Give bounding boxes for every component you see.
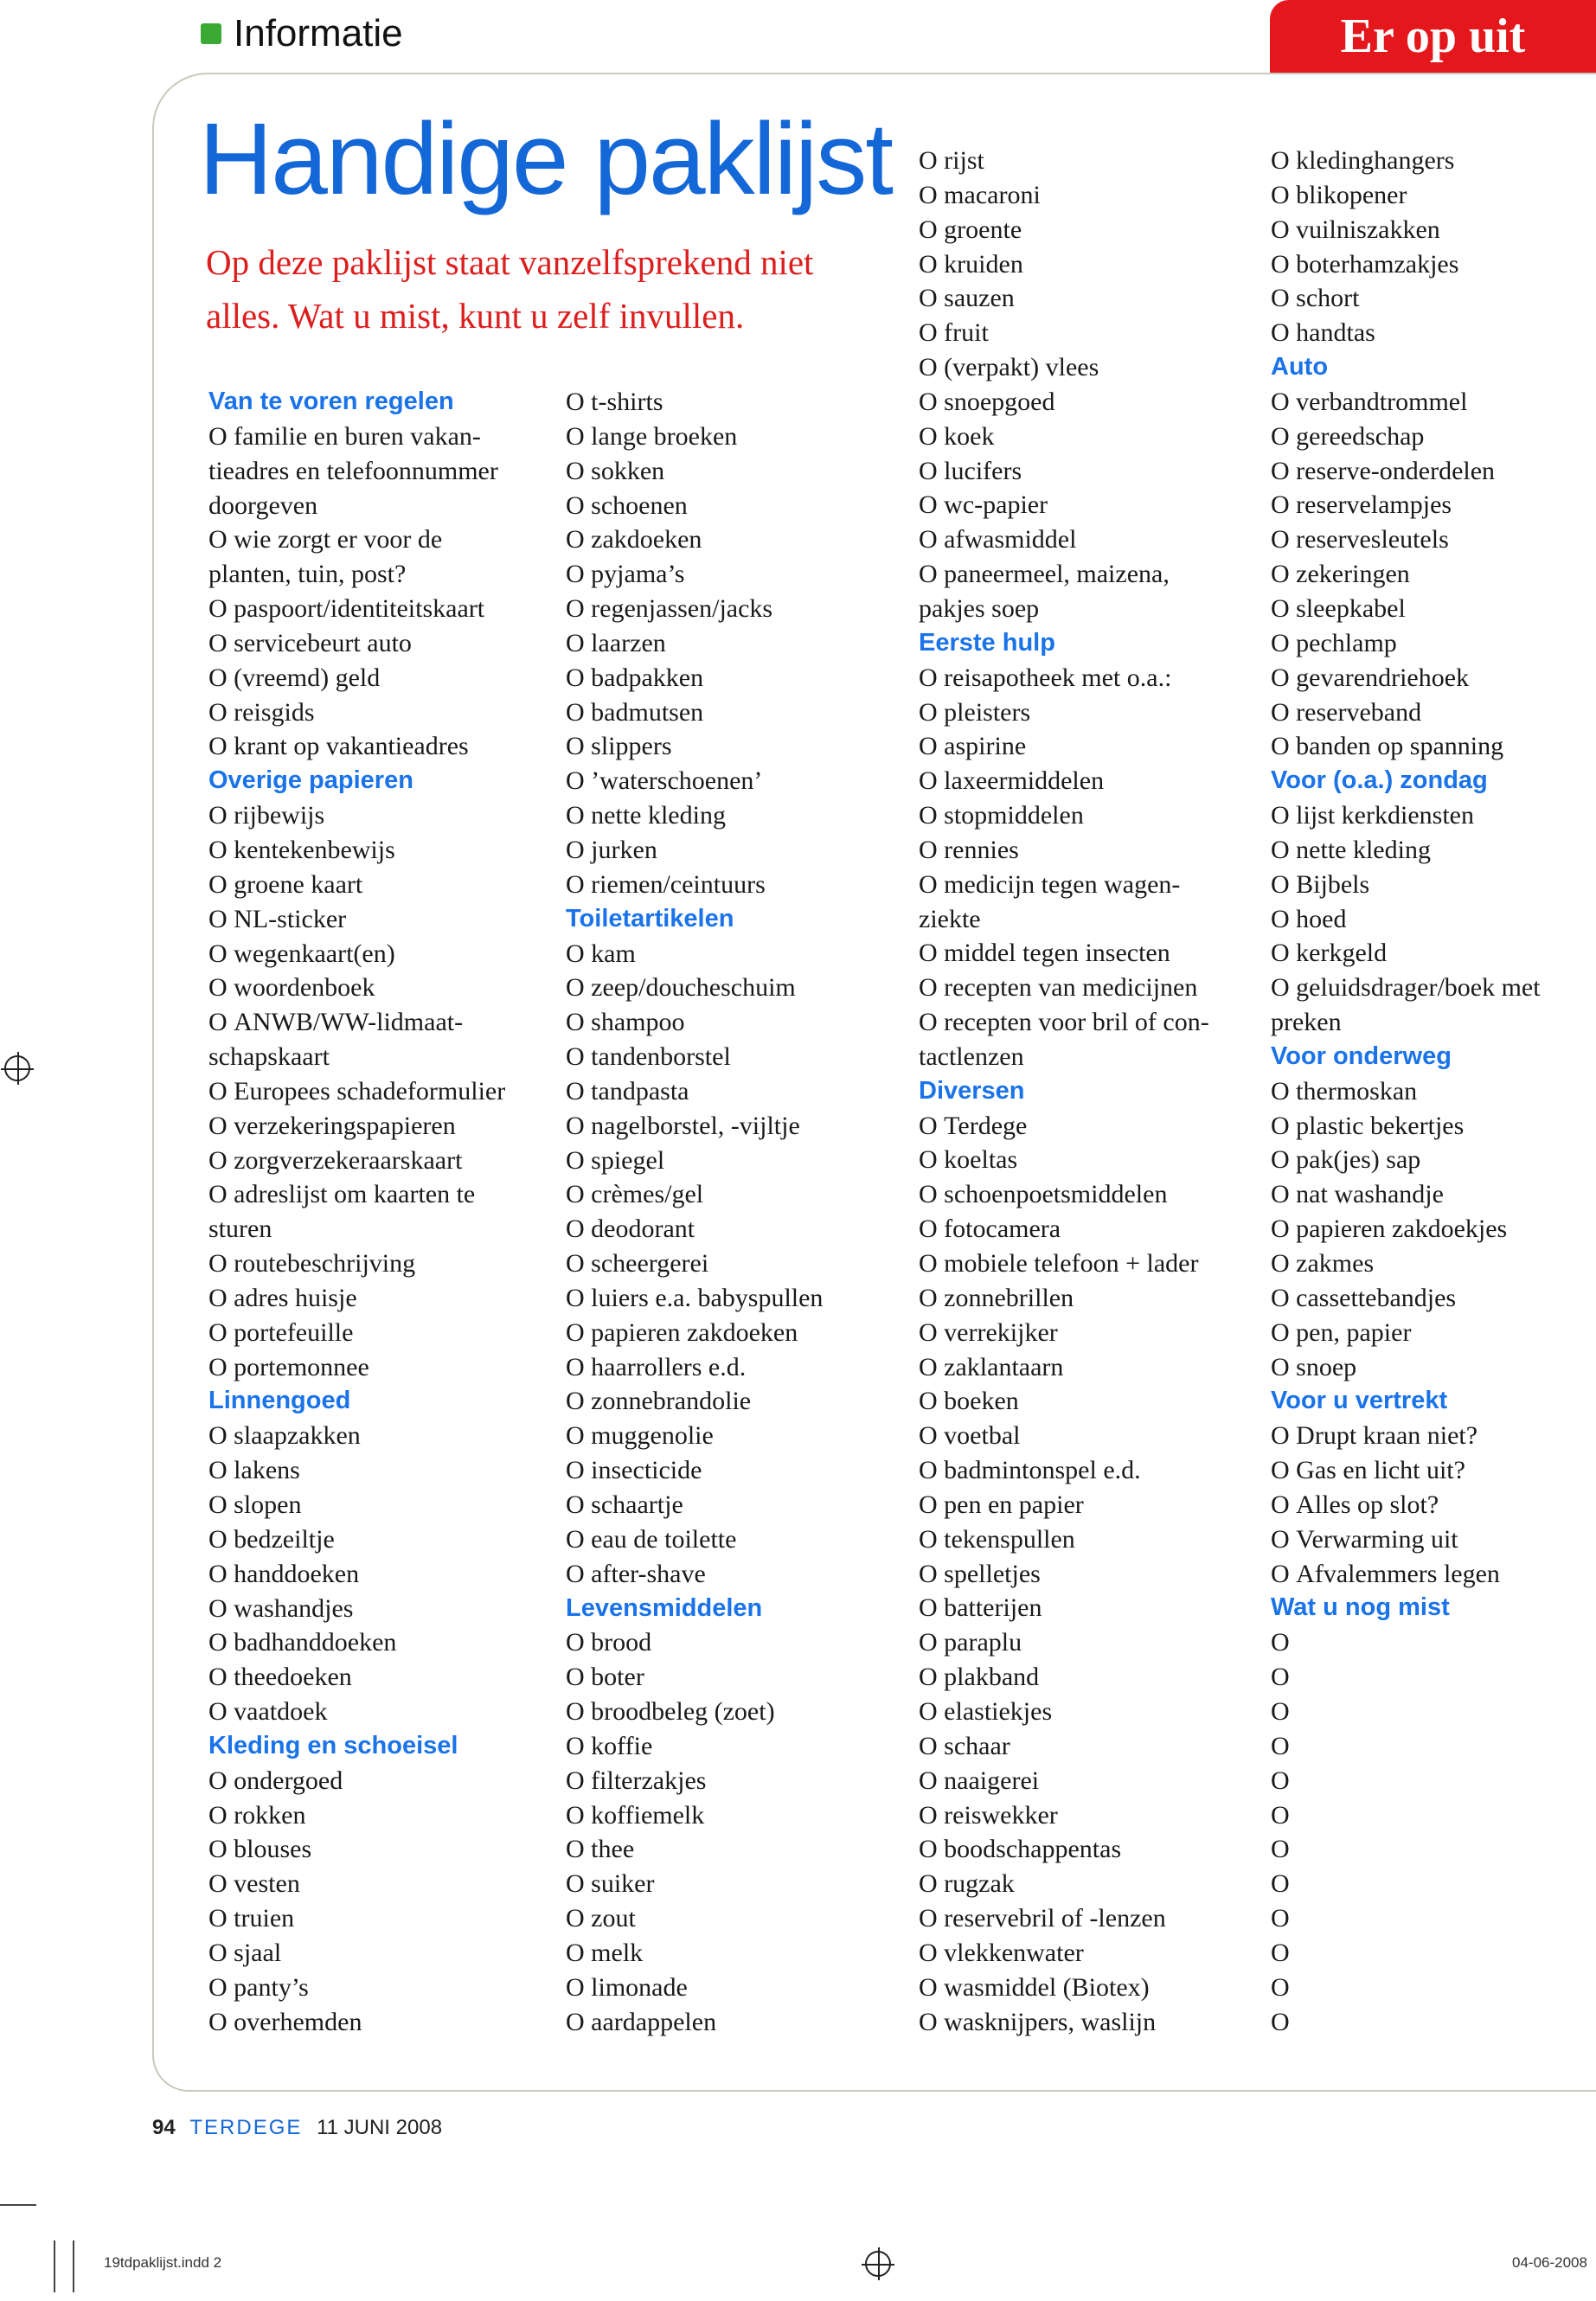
checklist-item: O aardappelen bbox=[566, 2005, 912, 2040]
checklist-item: O koffie bbox=[566, 1729, 912, 1764]
checklist-item: O lange broeken bbox=[566, 420, 912, 454]
checklist-item: O reservelampjes bbox=[1271, 488, 1596, 522]
checklist-item: O muggenolie bbox=[566, 1419, 912, 1453]
checklist-item: O wie zorgt er voor de bbox=[208, 522, 554, 557]
checklist-item: O voetbal bbox=[919, 1419, 1265, 1453]
checklist-item: O zorgverzekeraarskaart bbox=[208, 1144, 554, 1178]
checklist-item: O plakband bbox=[919, 1660, 1265, 1695]
checklist-item: O (vreemd) geld bbox=[208, 661, 554, 695]
category-heading: Linnengoed bbox=[208, 1387, 351, 1415]
checklist-item: O wasmiddel (Biotex) bbox=[919, 1971, 1265, 2005]
checklist-item: O ANWB/WW-lidmaat- bbox=[208, 1005, 554, 1040]
checklist-item bbox=[1271, 1971, 1596, 2005]
checklist-item: O badmintonspel e.d. bbox=[919, 1453, 1265, 1488]
checklist-item: O adres huisje bbox=[208, 1281, 554, 1316]
checklist-item: O blikopener bbox=[1271, 178, 1596, 213]
checklist-item: O gereedschap bbox=[1271, 420, 1596, 454]
checklist-item: O pen en papier bbox=[919, 1488, 1265, 1522]
checklist-item: O blouses bbox=[208, 1832, 554, 1867]
checklist-item: O vuilniszakken bbox=[1271, 213, 1596, 247]
checklist-item: O pen, papier bbox=[1271, 1316, 1596, 1350]
checklist-item: O recepten voor bril of con- bbox=[919, 1005, 1265, 1040]
checklist-item: O broodbeleg (zoet) bbox=[566, 1695, 912, 1729]
checklist-item: O kam bbox=[566, 937, 912, 971]
checklist-item: O koeltas bbox=[919, 1143, 1265, 1177]
checklist-item: O handtas bbox=[1271, 316, 1596, 350]
checklist-item bbox=[1271, 1798, 1596, 1833]
category-heading: Overige papieren bbox=[208, 766, 413, 795]
checklist-item: O cassettebandjes bbox=[1271, 1281, 1596, 1316]
checklist-item: O medicijn tegen wagen- bbox=[919, 868, 1265, 902]
checklist-item: O regenjassen/jacks bbox=[566, 592, 912, 626]
page-title: Handige paklijst bbox=[199, 102, 893, 216]
checklist-item: O scheergerei bbox=[566, 1247, 912, 1281]
checklist-item bbox=[1271, 1832, 1596, 1867]
checklist-item: O snoep bbox=[1271, 1350, 1596, 1385]
checklist-item: O stopmiddelen bbox=[919, 798, 1265, 833]
checklist-item: O zakmes bbox=[1271, 1247, 1596, 1281]
checklist-item: O jurken bbox=[566, 833, 912, 868]
checklist-item: O panty’s bbox=[208, 1971, 554, 2005]
list-item-continuation: doorgeven bbox=[208, 490, 318, 520]
checklist-item: O zaklantaarn bbox=[919, 1350, 1265, 1385]
checklist-item: O Drupt kraan niet? bbox=[1271, 1419, 1596, 1453]
green-square-icon bbox=[201, 23, 221, 44]
slug-filename: 19tdpaklijst.indd 2 bbox=[104, 2254, 222, 2271]
checklist-item: O zout bbox=[566, 1901, 912, 1936]
checklist-item: O middel tegen insecten bbox=[919, 936, 1265, 971]
list-column-1 bbox=[208, 385, 554, 2040]
checklist-item: O fruit bbox=[919, 316, 1265, 350]
list-column-2 bbox=[566, 385, 912, 2040]
checklist-item bbox=[1271, 1901, 1596, 1936]
checklist-item: O zekeringen bbox=[1271, 557, 1596, 592]
checklist-item: O papieren zakdoekjes bbox=[1271, 1212, 1596, 1247]
checklist-item: O routebeschrijving bbox=[208, 1247, 554, 1281]
checklist-item: O elastiekjes bbox=[919, 1695, 1265, 1729]
checklist-item: O rennies bbox=[919, 833, 1265, 868]
checklist-item: O Terdege bbox=[919, 1109, 1265, 1144]
checklist-item: O kledinghangers bbox=[1271, 144, 1596, 178]
checklist-item: O schoenpoetsmiddelen bbox=[919, 1177, 1265, 1212]
crop-mark bbox=[54, 2240, 55, 2292]
checklist-item: O after-shave bbox=[566, 1557, 912, 1592]
checklist-item bbox=[1271, 1729, 1596, 1764]
checklist-item: O koek bbox=[919, 420, 1265, 454]
checklist-item: O banden op spanning bbox=[1271, 729, 1596, 764]
checklist-item: O groene kaart bbox=[208, 868, 554, 902]
checklist-item: O zeep/doucheschuim bbox=[566, 971, 912, 1005]
checklist-item bbox=[1271, 2005, 1596, 2040]
checklist-item: O pleisters bbox=[919, 695, 1265, 730]
list-item-continuation: sturen bbox=[208, 1215, 272, 1244]
checklist-item bbox=[1271, 1764, 1596, 1798]
checklist-item: O wc-papier bbox=[919, 488, 1265, 522]
list-item-continuation: ziekte bbox=[919, 904, 981, 933]
section-label bbox=[201, 12, 403, 55]
checklist-item: O laxeermiddelen bbox=[919, 764, 1265, 798]
checklist-item: O Verwarming uit bbox=[1271, 1522, 1596, 1557]
checklist-item: O schort bbox=[1271, 281, 1596, 316]
checklist-item: O suiker bbox=[566, 1867, 912, 1901]
checklist-item: O geluidsdrager/boek met bbox=[1271, 971, 1596, 1005]
checklist-item: O hoed bbox=[1271, 902, 1596, 937]
checklist-item: O portemonnee bbox=[208, 1350, 554, 1385]
checklist-item: O thee bbox=[566, 1832, 912, 1867]
checklist-item: O aspirine bbox=[919, 729, 1265, 764]
checklist-item: O vesten bbox=[208, 1867, 554, 1901]
checklist-item: O truien bbox=[208, 1901, 554, 1936]
checklist-item: O thermoskan bbox=[1271, 1074, 1596, 1109]
checklist-item: O spelletjes bbox=[919, 1557, 1265, 1592]
checklist-item: O reisgids bbox=[208, 695, 554, 730]
list-item-continuation: tieadres en telefoonnummer bbox=[208, 456, 498, 485]
checklist-item bbox=[1271, 1867, 1596, 1901]
checklist-item: O boeken bbox=[919, 1384, 1265, 1419]
checklist-item: O nat washandje bbox=[1271, 1177, 1596, 1212]
checklist-item: O plastic bekertjes bbox=[1271, 1109, 1596, 1144]
checklist-item: O nette kleding bbox=[566, 798, 912, 833]
checklist-item: O limonade bbox=[566, 1971, 912, 2005]
checklist-item: O pechlamp bbox=[1271, 626, 1596, 661]
checklist-item: O Europees schadeformulier bbox=[208, 1074, 554, 1109]
checklist-item: O Gas en licht uit? bbox=[1271, 1453, 1596, 1488]
checklist-item: O verrekijker bbox=[919, 1316, 1265, 1350]
category-heading: Diversen bbox=[919, 1076, 1025, 1105]
checklist-item: O slopen bbox=[208, 1488, 554, 1522]
category-heading: Voor u vertrekt bbox=[1271, 1387, 1448, 1415]
checklist-item: O riemen/ceintuurs bbox=[566, 868, 912, 902]
checklist-item: O overhemden bbox=[208, 2005, 554, 2040]
list-item-continuation: schapskaart bbox=[208, 1042, 330, 1072]
checklist-item: O filterzakjes bbox=[566, 1764, 912, 1798]
checklist-item: O kerkgeld bbox=[1271, 936, 1596, 971]
checklist-item: O kentekenbewijs bbox=[208, 833, 554, 868]
list-item-continuation: preken bbox=[1271, 1008, 1342, 1037]
checklist-item: O papieren zakdoeken bbox=[566, 1316, 912, 1350]
checklist-item: O servicebeurt auto bbox=[208, 626, 554, 661]
checklist-item: O luiers e.a. babyspullen bbox=[566, 1281, 912, 1316]
list-item-continuation: pakjes soep bbox=[919, 593, 1040, 623]
checklist-item: O recepten van medicijnen bbox=[919, 971, 1265, 1005]
checklist-item: O Afvalemmers legen bbox=[1271, 1557, 1596, 1592]
checklist-item: O adreslijst om kaarten te bbox=[208, 1177, 554, 1212]
checklist-item: O paraplu bbox=[919, 1625, 1265, 1660]
checklist-item: O pak(jes) sap bbox=[1271, 1143, 1596, 1177]
registration-mark-icon bbox=[4, 1055, 30, 1081]
checklist-item: O laarzen bbox=[566, 626, 912, 661]
checklist-item: O familie en buren vakan- bbox=[208, 420, 554, 454]
checklist-item: O rokken bbox=[208, 1798, 554, 1833]
checklist-item: O tandpasta bbox=[566, 1074, 912, 1109]
checklist-item: O Alles op slot? bbox=[1271, 1488, 1596, 1522]
checklist-item: O haarrollers e.d. bbox=[566, 1350, 912, 1385]
checklist-item: O Bijbels bbox=[1271, 868, 1596, 902]
checklist-item: O rugzak bbox=[919, 1867, 1265, 1901]
checklist-item: O slippers bbox=[566, 729, 912, 764]
checklist-item: O verzekeringspapieren bbox=[208, 1109, 554, 1144]
checklist-item: O wasknijpers, waslijn bbox=[919, 2005, 1265, 2040]
checklist-item: O NL-sticker bbox=[208, 902, 554, 937]
checklist-item: O theedoeken bbox=[208, 1660, 554, 1695]
checklist-item: O rijst bbox=[919, 144, 1265, 178]
checklist-item: O boodschappentas bbox=[919, 1832, 1265, 1867]
category-heading: Kleding en schoeisel bbox=[208, 1731, 458, 1759]
checklist-item: O reservebril of -lenzen bbox=[919, 1901, 1265, 1936]
checklist-item: O sleepkabel bbox=[1271, 592, 1596, 626]
checklist-item: O lakens bbox=[208, 1453, 554, 1488]
checklist-item: O wegenkaart(en) bbox=[208, 937, 554, 971]
category-heading: Levensmiddelen bbox=[566, 1593, 763, 1622]
list-column-3 bbox=[919, 144, 1265, 2039]
crop-mark bbox=[73, 2240, 74, 2292]
checklist-item: O bedzeiltje bbox=[208, 1522, 554, 1557]
checklist-item: O fotocamera bbox=[919, 1212, 1265, 1247]
slug-date: 04-06-2008 bbox=[1512, 2254, 1587, 2271]
checklist-item: O reservesleutels bbox=[1271, 522, 1596, 557]
checklist-item: O schaar bbox=[919, 1729, 1265, 1764]
checklist-item: O vaatdoek bbox=[208, 1695, 554, 1729]
checklist-item: O t-shirts bbox=[566, 385, 912, 420]
checklist-item: O boter bbox=[566, 1660, 912, 1695]
list-item-continuation: tactlenzen bbox=[919, 1042, 1024, 1071]
checklist-item: O badmutsen bbox=[566, 695, 912, 730]
checklist-item: O macaroni bbox=[919, 178, 1265, 213]
category-heading: Voor onderweg bbox=[1271, 1042, 1452, 1070]
checklist-item: O ’waterschoenen’ bbox=[566, 764, 912, 798]
checklist-item: O schaartje bbox=[566, 1488, 912, 1522]
intro-text: Op deze paklijst staat vanzelfsprekend niet alles. Wat u mist, kunt u zelf invullen. bbox=[206, 242, 814, 336]
checklist-item: O nagelborstel, -vijltje bbox=[566, 1109, 912, 1144]
checklist-item: O badpakken bbox=[566, 661, 912, 695]
category-heading: Wat u nog mist bbox=[1271, 1593, 1450, 1622]
category-heading: Van te voren regelen bbox=[208, 388, 454, 415]
checklist-item: O krant op vakantieadres bbox=[208, 729, 554, 764]
checklist-item: O insecticide bbox=[566, 1453, 912, 1488]
checklist-item: O boterhamzakjes bbox=[1271, 247, 1596, 282]
issue-date: 11 JUNI 2008 bbox=[317, 2116, 443, 2139]
checklist-item: O brood bbox=[566, 1625, 912, 1660]
checklist-item bbox=[1271, 1936, 1596, 1971]
category-tab: Er op uit bbox=[1270, 0, 1596, 73]
checklist-item: O (verpakt) vlees bbox=[919, 350, 1265, 385]
checklist-item: O reisapotheek met o.a.: bbox=[919, 661, 1265, 695]
checklist-item: O zonnebrandolie bbox=[566, 1384, 912, 1419]
checklist-item: O snoepgoed bbox=[919, 385, 1265, 420]
category-heading: Voor (o.a.) zondag bbox=[1271, 766, 1488, 795]
page-footer bbox=[152, 2116, 442, 2140]
checklist-item bbox=[1271, 1625, 1596, 1660]
checklist-item: O reserve-onderdelen bbox=[1271, 454, 1596, 489]
checklist-item: O paneermeel, maizena, bbox=[919, 557, 1265, 592]
checklist-item: O reserveband bbox=[1271, 695, 1596, 730]
checklist-item: O sjaal bbox=[208, 1936, 554, 1971]
checklist-item: O afwasmiddel bbox=[919, 522, 1265, 557]
checklist-item: O handdoeken bbox=[208, 1557, 554, 1592]
checklist-item: O lijst kerkdiensten bbox=[1271, 798, 1596, 833]
page-number: 94 bbox=[152, 2116, 176, 2139]
checklist-item bbox=[1271, 1695, 1596, 1729]
checklist-item: O spiegel bbox=[566, 1144, 912, 1178]
checklist-item: O ondergoed bbox=[208, 1764, 554, 1798]
checklist-item: O shampoo bbox=[566, 1005, 912, 1040]
checklist-item: O mobiele telefoon + lader bbox=[919, 1247, 1265, 1281]
crop-mark bbox=[0, 2204, 36, 2206]
checklist-item: O pyjama’s bbox=[566, 557, 912, 592]
checklist-item: O portefeuille bbox=[208, 1316, 554, 1350]
checklist-item: O lucifers bbox=[919, 454, 1265, 489]
checklist-item: O zonnebrillen bbox=[919, 1281, 1265, 1316]
checklist-item: O sauzen bbox=[919, 281, 1265, 316]
checklist-item: O badhanddoeken bbox=[208, 1625, 554, 1660]
checklist-item: O rijbewijs bbox=[208, 798, 554, 833]
category-heading: Toiletartikelen bbox=[566, 904, 734, 933]
checklist-item bbox=[1271, 1660, 1596, 1695]
checklist-item: O crèmes/gel bbox=[566, 1177, 912, 1212]
checklist-item: O verbandtrommel bbox=[1271, 385, 1596, 420]
checklist-item: O paspoort/identiteitskaart bbox=[208, 592, 554, 626]
checklist-item: O gevarendriehoek bbox=[1271, 661, 1596, 695]
checklist-item: O naaigerei bbox=[919, 1764, 1265, 1798]
checklist-item: O tekenspullen bbox=[919, 1522, 1265, 1557]
category-heading: Eerste hulp bbox=[919, 628, 1055, 657]
list-item-continuation: planten, tuin, post? bbox=[208, 560, 407, 589]
checklist-item: O batterijen bbox=[919, 1591, 1265, 1625]
checklist-item: O vlekkenwater bbox=[919, 1936, 1265, 1971]
checklist-item: O nette kleding bbox=[1271, 833, 1596, 868]
registration-mark-icon bbox=[865, 2251, 891, 2277]
checklist-item: O eau de toilette bbox=[566, 1522, 912, 1557]
checklist-item: O groente bbox=[919, 213, 1265, 247]
checklist-item: O zakdoeken bbox=[566, 522, 912, 557]
checklist-item: O sokken bbox=[566, 454, 912, 489]
checklist-item: O schoenen bbox=[566, 489, 912, 523]
checklist-item: O kruiden bbox=[919, 247, 1265, 282]
checklist-item: O tandenborstel bbox=[566, 1040, 912, 1074]
list-column-4 bbox=[1271, 144, 1596, 2039]
checklist-item: O deodorant bbox=[566, 1212, 912, 1247]
checklist-item: O reiswekker bbox=[919, 1798, 1265, 1833]
checklist-item: O melk bbox=[566, 1936, 912, 1971]
checklist-item: O koffiemelk bbox=[566, 1798, 912, 1833]
section-name: Informatie bbox=[234, 12, 403, 54]
magazine-name: TERDEGE bbox=[189, 2116, 303, 2139]
checklist-item: O washandjes bbox=[208, 1592, 554, 1626]
category-heading: Auto bbox=[1271, 353, 1329, 381]
checklist-item: O woordenboek bbox=[208, 971, 554, 1005]
checklist-item: O slaapzakken bbox=[208, 1419, 554, 1453]
